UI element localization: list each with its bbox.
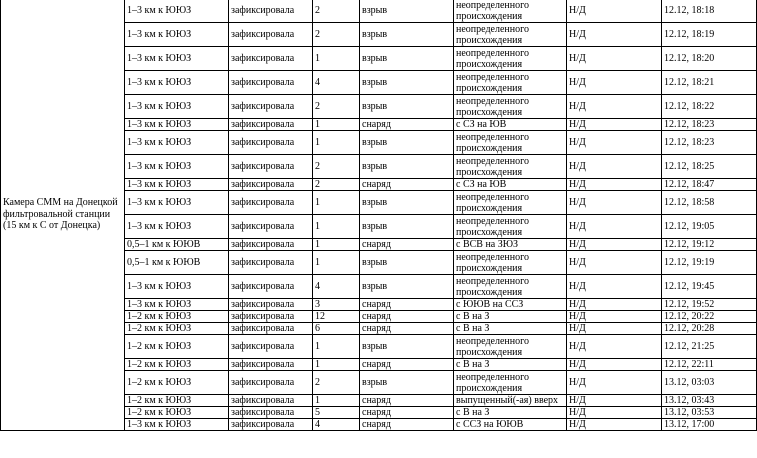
count-cell: 5 — [313, 407, 360, 419]
distance-cell: 1–3 км к ЮЮЗ — [125, 299, 229, 311]
distance-cell: 1–2 км к ЮЮЗ — [125, 395, 229, 407]
count-cell: 6 — [313, 323, 360, 335]
time-cell: 12.12, 19:19 — [662, 251, 757, 275]
time-cell: 12.12, 19:05 — [662, 215, 757, 239]
table-row — [1, 0, 757, 23]
weapon-cell: Н/Д — [567, 71, 662, 95]
status-cell: зафиксировала — [229, 71, 313, 95]
type-cell: снаряд — [360, 407, 454, 419]
status-cell: зафиксировала — [229, 419, 313, 431]
weapon-cell: Н/Д — [567, 155, 662, 179]
time-cell: 12.12, 18:22 — [662, 95, 757, 119]
time-cell: 13.12, 17:00 — [662, 419, 757, 431]
count-cell: 1 — [313, 131, 360, 155]
time-cell: 12.12, 19:12 — [662, 239, 757, 251]
count-cell: 1 — [313, 239, 360, 251]
direction-cell: выпущенный(-ая) вверх — [454, 395, 567, 407]
direction-cell: с СЗ на ЮВ — [454, 119, 567, 131]
time-cell: 13.12, 03:03 — [662, 371, 757, 395]
count-cell: 1 — [313, 119, 360, 131]
weapon-cell: Н/Д — [567, 407, 662, 419]
type-cell: снаряд — [360, 179, 454, 191]
status-cell: зафиксировала — [229, 335, 313, 359]
status-cell: зафиксировала — [229, 359, 313, 371]
type-cell: взрыв — [360, 191, 454, 215]
weapon-cell: Н/Д — [567, 0, 662, 23]
count-cell: 1 — [313, 251, 360, 275]
count-cell: 2 — [313, 179, 360, 191]
distance-cell: 1–3 км к ЮЮЗ — [125, 47, 229, 71]
count-cell: 1 — [313, 395, 360, 407]
direction-cell: неопределенного происхождения — [454, 155, 567, 179]
distance-cell: 1–2 км к ЮЮЗ — [125, 311, 229, 323]
direction-cell: неопределенного происхождения — [454, 23, 567, 47]
status-cell: зафиксировала — [229, 155, 313, 179]
distance-cell: 1–3 км к ЮЮЗ — [125, 71, 229, 95]
count-cell: 3 — [313, 299, 360, 311]
type-cell: взрыв — [360, 23, 454, 47]
status-cell: зафиксировала — [229, 275, 313, 299]
type-cell: снаряд — [360, 323, 454, 335]
camera-cell: Камера СММ на Донецкой фильтровальной станции (15 км к С от Донецка) — [1, 0, 125, 431]
direction-cell: неопределенного происхождения — [454, 371, 567, 395]
direction-cell: с В на З — [454, 323, 567, 335]
weapon-cell: Н/Д — [567, 275, 662, 299]
time-cell: 12.12, 19:45 — [662, 275, 757, 299]
weapon-cell: Н/Д — [567, 323, 662, 335]
status-cell: зафиксировала — [229, 311, 313, 323]
weapon-cell: Н/Д — [567, 239, 662, 251]
time-cell: 12.12, 20:22 — [662, 311, 757, 323]
distance-cell: 1–3 км к ЮЮЗ — [125, 155, 229, 179]
distance-cell: 1–3 км к ЮЮЗ — [125, 23, 229, 47]
status-cell: зафиксировала — [229, 95, 313, 119]
weapon-cell: Н/Д — [567, 191, 662, 215]
distance-cell: 1–2 км к ЮЮЗ — [125, 371, 229, 395]
status-cell: зафиксировала — [229, 119, 313, 131]
direction-cell: неопределенного происхождения — [454, 335, 567, 359]
status-cell: зафиксировала — [229, 299, 313, 311]
distance-cell: 1–3 км к ЮЮЗ — [125, 119, 229, 131]
weapon-cell: Н/Д — [567, 419, 662, 431]
distance-cell: 1–3 км к ЮЮЗ — [125, 191, 229, 215]
direction-cell: неопределенного происхождения — [454, 215, 567, 239]
type-cell: взрыв — [360, 155, 454, 179]
status-cell: зафиксировала — [229, 215, 313, 239]
type-cell: снаряд — [360, 239, 454, 251]
type-cell: взрыв — [360, 71, 454, 95]
time-cell: 12.12, 20:28 — [662, 323, 757, 335]
direction-cell: неопределенного происхождения — [454, 275, 567, 299]
count-cell: 1 — [313, 215, 360, 239]
type-cell: снаряд — [360, 311, 454, 323]
time-cell: 13.12, 03:53 — [662, 407, 757, 419]
time-cell: 12.12, 18:58 — [662, 191, 757, 215]
weapon-cell: Н/Д — [567, 335, 662, 359]
distance-cell: 1–2 км к ЮЮЗ — [125, 335, 229, 359]
direction-cell: с В на З — [454, 407, 567, 419]
status-cell: зафиксировала — [229, 251, 313, 275]
status-cell: зафиксировала — [229, 407, 313, 419]
direction-cell: с ВСВ на ЗЮЗ — [454, 239, 567, 251]
status-cell: зафиксировала — [229, 23, 313, 47]
direction-cell: неопределенного происхождения — [454, 71, 567, 95]
type-cell: снаряд — [360, 395, 454, 407]
direction-cell: с СЗ на ЮВ — [454, 179, 567, 191]
count-cell: 12 — [313, 311, 360, 323]
time-cell: 12.12, 19:52 — [662, 299, 757, 311]
weapon-cell: Н/Д — [567, 299, 662, 311]
type-cell: взрыв — [360, 47, 454, 71]
status-cell: зафиксировала — [229, 47, 313, 71]
weapon-cell: Н/Д — [567, 131, 662, 155]
type-cell: снаряд — [360, 419, 454, 431]
count-cell: 4 — [313, 275, 360, 299]
distance-cell: 0,5–1 км к ЮЮВ — [125, 251, 229, 275]
direction-cell: неопределенного происхождения — [454, 251, 567, 275]
weapon-cell: Н/Д — [567, 395, 662, 407]
direction-cell: с В на З — [454, 359, 567, 371]
direction-cell: с ЮЮВ на ССЗ — [454, 299, 567, 311]
type-cell: взрыв — [360, 95, 454, 119]
type-cell: снаряд — [360, 299, 454, 311]
time-cell: 12.12, 18:23 — [662, 119, 757, 131]
distance-cell: 1–2 км к ЮЮЗ — [125, 359, 229, 371]
status-cell: зафиксировала — [229, 131, 313, 155]
distance-cell: 1–3 км к ЮЮЗ — [125, 95, 229, 119]
type-cell: взрыв — [360, 251, 454, 275]
weapon-cell: Н/Д — [567, 251, 662, 275]
count-cell: 2 — [313, 0, 360, 23]
time-cell: 12.12, 18:21 — [662, 71, 757, 95]
direction-cell: неопределенного происхождения — [454, 131, 567, 155]
status-cell: зафиксировала — [229, 323, 313, 335]
weapon-cell: Н/Д — [567, 47, 662, 71]
type-cell: снаряд — [360, 119, 454, 131]
distance-cell: 1–3 км к ЮЮЗ — [125, 0, 229, 23]
status-cell: зафиксировала — [229, 239, 313, 251]
count-cell: 1 — [313, 359, 360, 371]
distance-cell: 1–3 км к ЮЮЗ — [125, 179, 229, 191]
type-cell: взрыв — [360, 131, 454, 155]
time-cell: 12.12, 22:11 — [662, 359, 757, 371]
time-cell: 12.12, 18:25 — [662, 155, 757, 179]
time-cell: 12.12, 21:25 — [662, 335, 757, 359]
status-cell: зафиксировала — [229, 179, 313, 191]
weapon-cell: Н/Д — [567, 179, 662, 191]
direction-cell: неопределенного происхождения — [454, 95, 567, 119]
distance-cell: 1–3 км к ЮЮЗ — [125, 215, 229, 239]
status-cell: зафиксировала — [229, 0, 313, 23]
direction-cell: с ССЗ на ЮЮВ — [454, 419, 567, 431]
count-cell: 1 — [313, 191, 360, 215]
weapon-cell: Н/Д — [567, 23, 662, 47]
time-cell: 12.12, 18:19 — [662, 23, 757, 47]
distance-cell: 1–3 км к ЮЮЗ — [125, 275, 229, 299]
type-cell: взрыв — [360, 275, 454, 299]
weapon-cell: Н/Д — [567, 311, 662, 323]
count-cell: 4 — [313, 71, 360, 95]
weapon-cell: Н/Д — [567, 119, 662, 131]
direction-cell: неопределенного происхождения — [454, 0, 567, 23]
type-cell: взрыв — [360, 0, 454, 23]
status-cell: зафиксировала — [229, 371, 313, 395]
count-cell: 4 — [313, 419, 360, 431]
distance-cell: 1–3 км к ЮЮЗ — [125, 419, 229, 431]
distance-cell: 1–2 км к ЮЮЗ — [125, 407, 229, 419]
type-cell: снаряд — [360, 359, 454, 371]
time-cell: 12.12, 18:20 — [662, 47, 757, 71]
time-cell: 13.12, 03:43 — [662, 395, 757, 407]
time-cell: 12.12, 18:47 — [662, 179, 757, 191]
status-cell: зафиксировала — [229, 395, 313, 407]
type-cell: взрыв — [360, 215, 454, 239]
count-cell: 1 — [313, 335, 360, 359]
time-cell: 12.12, 18:23 — [662, 131, 757, 155]
type-cell: взрыв — [360, 371, 454, 395]
count-cell: 2 — [313, 155, 360, 179]
weapon-cell: Н/Д — [567, 215, 662, 239]
distance-cell: 1–2 км к ЮЮЗ — [125, 323, 229, 335]
weapon-cell: Н/Д — [567, 359, 662, 371]
weapon-cell: Н/Д — [567, 95, 662, 119]
weapon-cell: Н/Д — [567, 371, 662, 395]
direction-cell: неопределенного происхождения — [454, 191, 567, 215]
count-cell: 1 — [313, 47, 360, 71]
distance-cell: 1–3 км к ЮЮЗ — [125, 131, 229, 155]
status-cell: зафиксировала — [229, 191, 313, 215]
distance-cell: 0,5–1 км к ЮЮВ — [125, 239, 229, 251]
count-cell: 2 — [313, 23, 360, 47]
time-cell: 12.12, 18:18 — [662, 0, 757, 23]
count-cell: 2 — [313, 371, 360, 395]
count-cell: 2 — [313, 95, 360, 119]
direction-cell: неопределенного происхождения — [454, 47, 567, 71]
direction-cell: с В на З — [454, 311, 567, 323]
type-cell: взрыв — [360, 335, 454, 359]
